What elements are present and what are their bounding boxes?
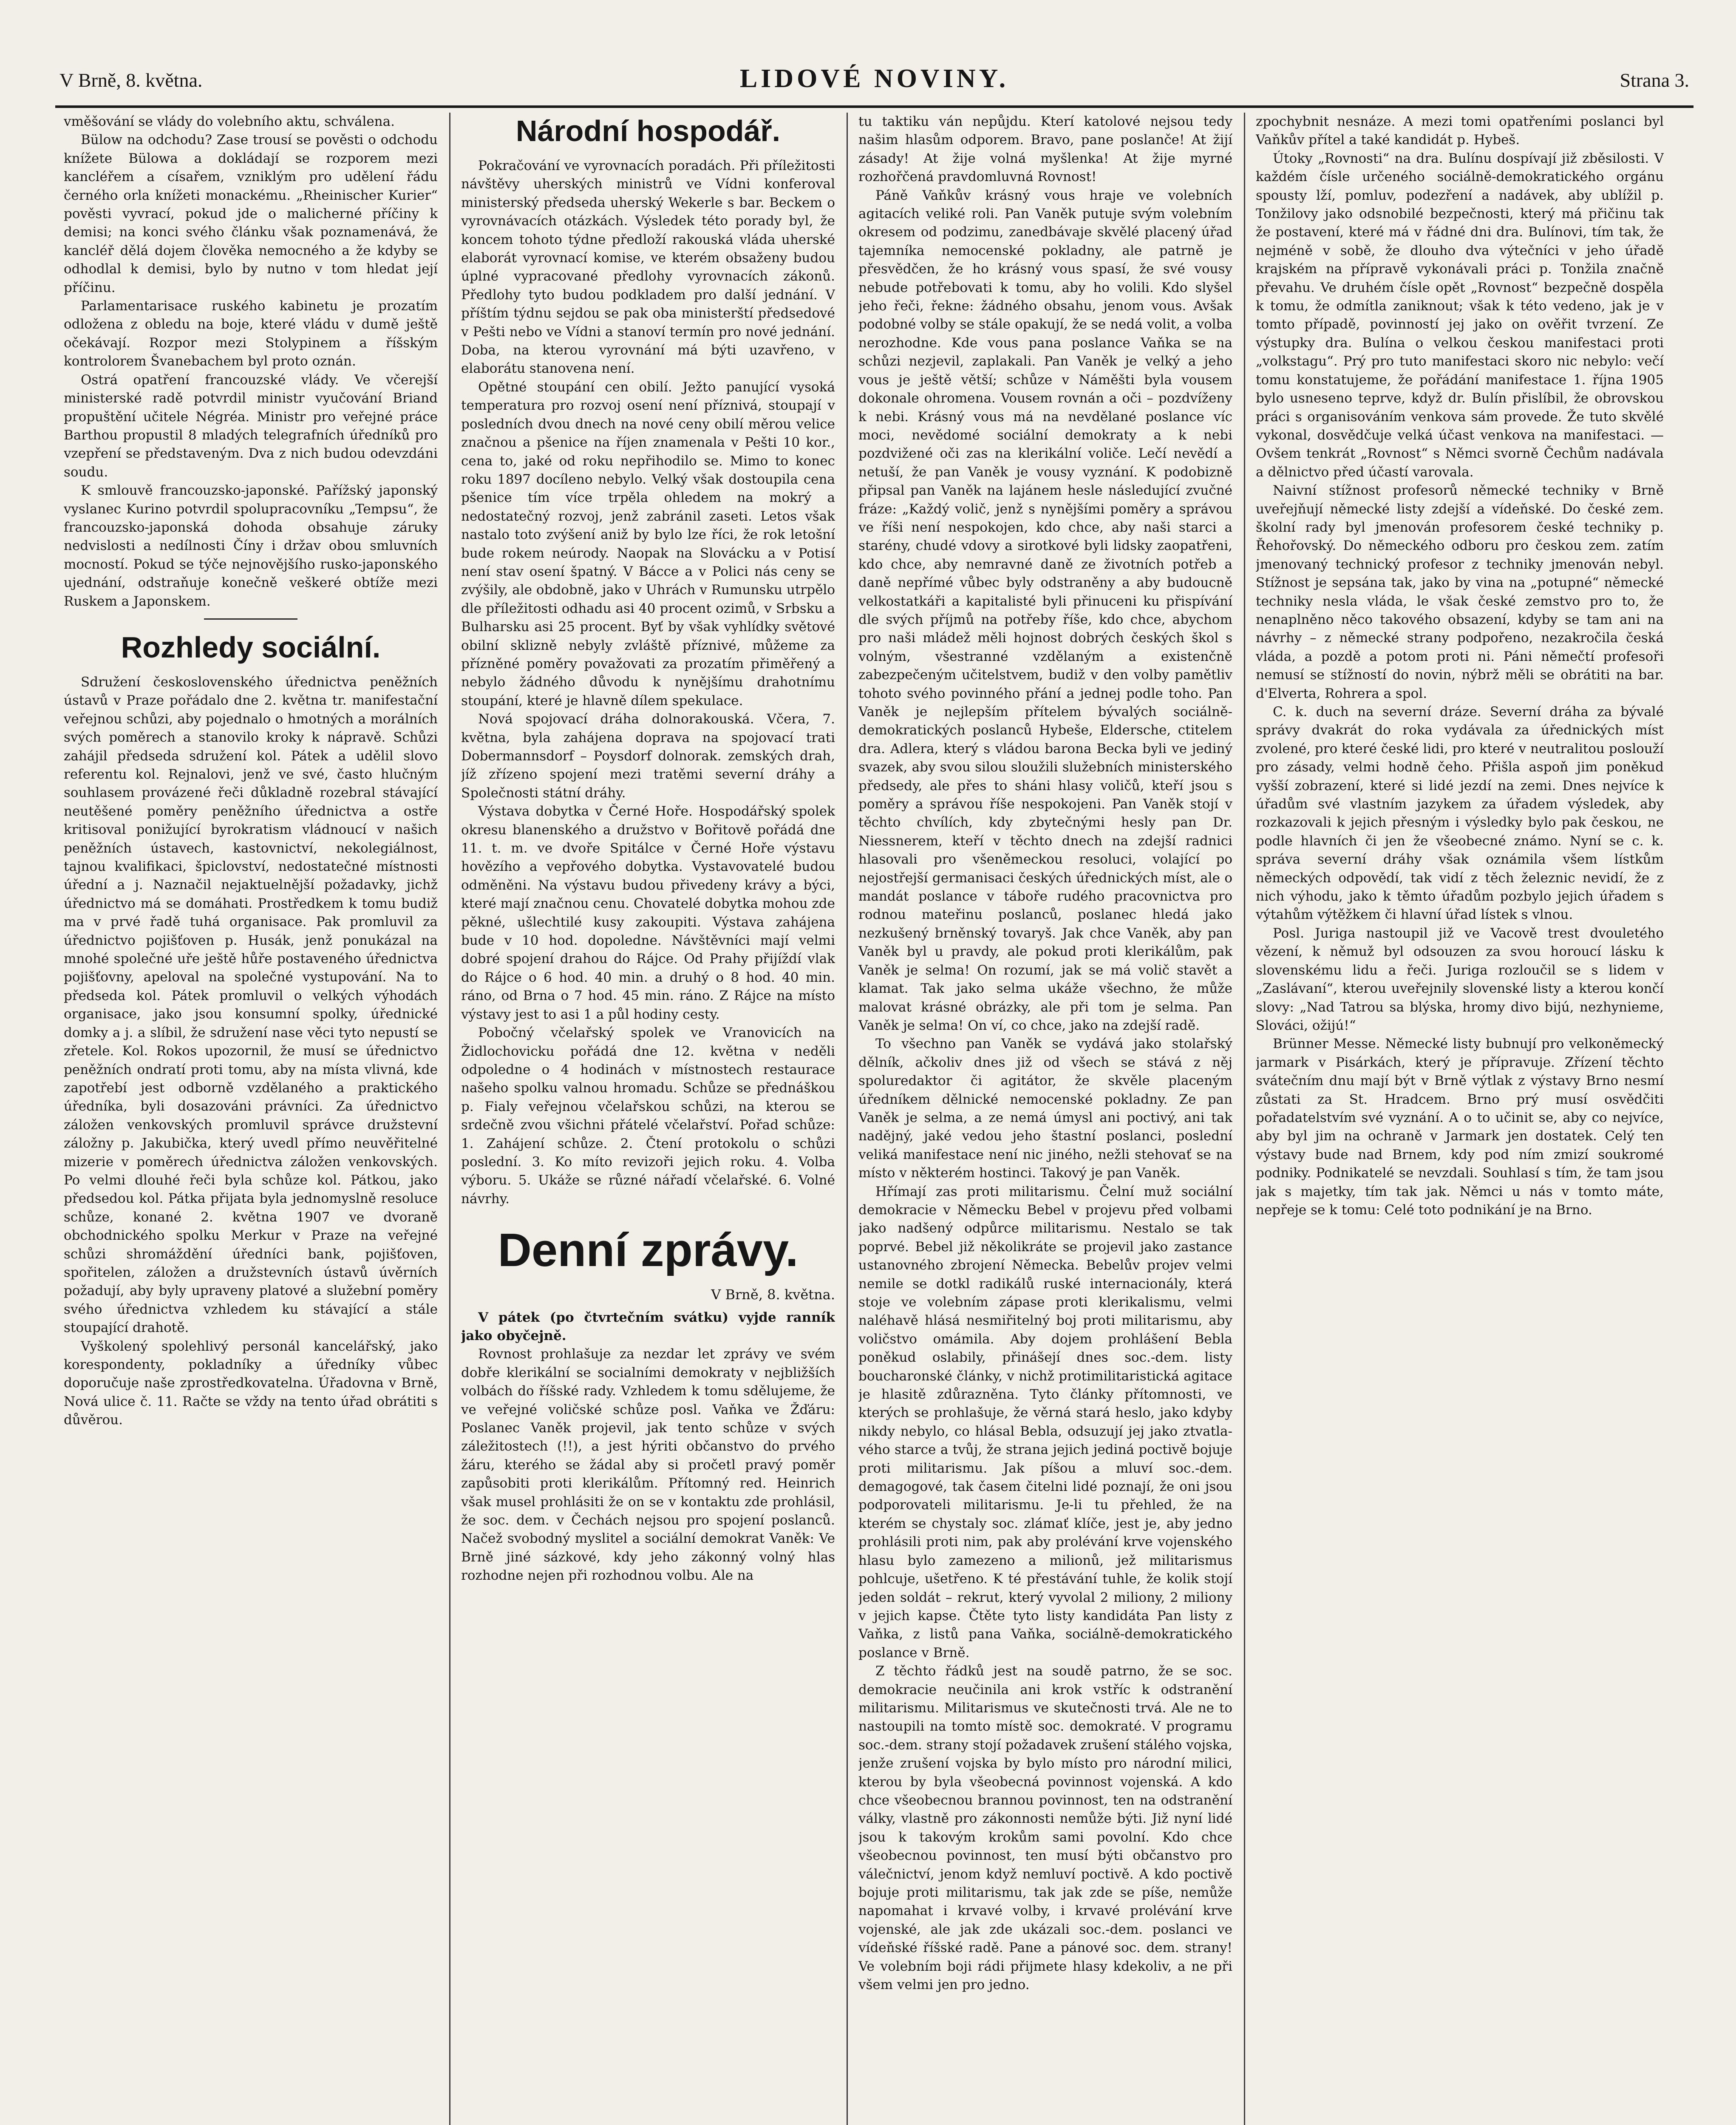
- article-paragraph: V pátek (po čtvrtečním svátku) vyjde ranník jako obyčejně.: [461, 1309, 835, 1343]
- article-paragraph: Výstava dobytka v Černé Hoře. Hospodářský spolek okresu blanenského a družstvo v Bořitově pořádá dne 11. t. m. ve dvoře Spitálce v Černé Hoře výstavu hovězího a vepřového dobytka. Vystavovatelé budou odměněni. Na výstavu budou přivedeny krávy a býci, které mají značnou cenu. Chovatelé dobytka mohou zde pěkné, ušlechtilé kusy zakoupiti. Výstava zahájena bude v 10 hod. dopoledne. Návštěvníci mají velmi dobré spojení drahou do Rájce. Od Prahy přijíždí vlak do Rájce o 6 hod. 40 min. a druhý o 8 hod. 40 min. ráno, od Brna o 7 hod. 45 min. ráno. Z Rájce na místo výstavy jest to asi 1 a půl hodiny cesty.: [461, 804, 835, 1022]
- article-paragraph: Páně Vaňkův krásný vous hraje ve volebních agitacích veliké roli. Pan Vaněk putuje svým volebním okresem od podzimu, zanedbávaje skvělé placený úřad tajemníka nemocenské pokladny, ale patrně je přesvědčen, že ho krásný vous spasí, že své vousy nebude potřebovati k tomu, aby ho volili. Kdo slyšel jeho řeči, řekne: žádného obsahu, jenom vous. Avšak podobné volby se stále opakují, že se nedá volit, a volba nerozhodne. Kde vous pana poslance Vaňka se na schůzi nezjevil, zaplakali. Pan Vaněk je velký a jeho vous je ještě větší; schůze v Náměšti byla vousem dokonale ohromena. Vousem rovnán a oči – pozdvíženy k nebi. Krásný vous má na nevdělané poslance víc moci, nevědomé sociální demokraty a k nebi pozdvižené oči zas na klerikální voliče. Lečí nevědí a netuší, že pan Vaněk je vousy vyznání. K podobizně připsal pan Vaněk na lajánem hesle následující zvučné fráze: „Každý volič, jenž s nynějšími poměry a správou ve říši není nespokojen, kdo chce, aby naši starci a starény, chudé vdovy a sirotkové byli lidsky zaopatřeni, kdo chce, aby nemravné daně ze životních potřeb a daně nepřímé vůbec byly odstraněny a aby budoucně velkostatkáři a kapitalisté byli přinuceni ku přispívání dle svých příjmů na potřeby říše, kdo chce, abychom pro naši mládež měli hojnost dobrých českých škol s volným, všestranné vzdělaným a existenčně zabezpečeným učitelstvem, budiž v den volby pamětliv tohoto svého povinného přání a jednej podle toho. Pan Vaněk je nejlepším přítelem bývalých sociálně-demokratických poslanců Hybeše, Eldersche, ctitelem dra. Adlera, který s vládou barona Becka byli ve jediný svazek, aby svou silou sloužili služebních ministerského předsedy, ale přes to sháni hlasy voličů, kteří jsou s poměry a správou říše nespokojeni. Pan Vaněk stojí v těchto chvílích, kdy zbytečnými hesly pan Dr. Niessnerem, kteří v těchto dnech na zdejší radnici hlasovali pro všeněmeckou resoluci, volající po nejostřejší germanisaci českých úřednických míst, ale o mandát poslance v táboře rudého pracovnictva pro rodnou mateřinu poslanců, poslanec hledá jako nezkušený brněnský tovaryš. Jak chce Vaněk, aby pan Vaněk byl u pravdy, ale pokud proti klerikálům, pak Vaněk je selma! On rozumí, jak se má volič stavět a klamat. Tak jako selma ukáže všechno, že může malovat krásné obrázky, ale při tom je selma. Pan Vaněk je selma! On ví, co chce, jako na zdejší radě.: [858, 187, 1232, 1033]
- news-dateline: V Brně, 8. května.: [711, 1286, 835, 1303]
- article-paragraph: Hřímají zas proti militarismu. Čelní muž sociální demokracie v Německu Bebel v projevu před volbami jako nadšený odpůrce militarismu. Nestalo se tak poprvé. Bebel již několikráte se projevil jako zastance ustanovného zbrojení Německa. Bebelův projev velmi nemile se dotkl radikálů ruské internacionály, která stoje ve volebním zápase proti klerikalismu, velmi naléhavě hlásá nesmiřitelný boj proti militarismu, aby voličstvo omámila. Aby dojem prohlášení Bebla poněkud oslabily, přinášejí dnes soc.-dem. listy boucharonské články, v nichž protimilitaristická agitace je hlasitě zdůrazněna. Tyto články přítomnosti, ve kterých se prohlašuje, že věrná stará heslo, jako kdyby nikdy nebylo, co hlásal Bebla, odsuzují jej jako ztvatlavého starce a tvůj, že strana jejich jediná poctivě bojuje proti militarismu. Jak píšou a mluví soc.-dem. demagogové, tak časem čitelni lidé poznají, že oni jsou podporovateli militarismu. Je-li tu přehled, že na kterém se chystaly soc. zlámať klíče, jest je, aby jedno prohlásili proti nim, pak aby prolévání krve vojenského hlasu bylo zamezeno a milionů, jež militarismus pohlcuje, ušetřeno. K té přestávání tuhle, že kolik stojí jeden soldát – rekrut, který vyvolal 2 miliony, 2 miliony v jejich kapse. Čtěte tyto listy kandidáta Pan listy z Vaňka, z listů pana Vaňka, sociálně-demokratického poslance v Brně.: [858, 1184, 1232, 1660]
- article-paragraph: Brünner Messe. Německé listy bubnují pro velkoněmecký jarmark v Pisárkách, který je přípravuje. Zřízení těchto svátečním dnu mají být v Brně výtlak z výstavy Brno nesmí zůstati za St. Hradcem. Brno prý musí osvědčiti pořadatelstvím své vyznání. A o to učinit se, aby co nejvíce, aby byl jim na ochraně v Jarmark jen dostatek. Celý ten výstavy bude nad Brnem, kdy pod ním zmizí soukromé podniky. Podnikatelé se nevzdali. Souhlasí s tím, že tam jsou jak s majetky, tím tak jak. Němci u nás v tomto máte, nepřeje se k tomu: Celé toto podnikání je na Brno.: [1256, 1036, 1664, 1218]
- section-title-economy: Národní hospodář.: [515, 114, 781, 147]
- column-1: [64, 113, 438, 2125]
- article-paragraph: Naivní stížnost profesorů německé techniky v Brně uveřejňují německé listy zdejší a vídeňské. Do české zem. školní rady byl jmenován profesorem české techniky p. Řehořovský. Do německého odboru pro českou zem. zatím jmenovaný technický profesor z techniky jmenován nebyl. Stížnost je sepsána tak, jako by vina na „potupné“ německé techniky nesla vláda, le však české zemstvo pro to, že nenaplněno něco takového obsazení, kdyby se tam ani na návrhy – z německé strany podpořeno, nezakročila česká vláda, a pozdě a potom proti ni. Páni němečtí profesoři nemusí se stížností do novin, nýbrž měli se obrátiti na bar. d'Elverta, Rohrera a spol.: [1256, 483, 1664, 701]
- article-paragraph: Parlamentarisace ruského kabinetu je prozatím odložena z obledu na boje, které vládu v dumě ještě očekávají. Rozpor mezi Stolypinem a říšským kontrolorem Švanebachem byl proto oznán.: [64, 298, 438, 369]
- page-number: Strana 3.: [1620, 69, 1689, 91]
- article-paragraph: Pobočný včelařský spolek ve Vranovicích na Židlochovicku pořádá dne 12. května v neděli odpoledne o 4 hodinách v místnostech restaurace našeho spolku valnou hromadu. Schůze se přednáškou p. Fialy veřejnou včelařskou schůzi, na kterou se srdečně zvou všichni přátelé včelařství. Pořad schůze: 1. Zahájení schůze. 2. Čtení protokolu o schůzi poslední. 3. Ko míto revizoři jejich roku. 4. Volba výboru. 5. Ukáže se různé nářadí včelařské. 6. Volné návrhy.: [461, 1025, 835, 1207]
- column-divider: [847, 113, 848, 2125]
- article-paragraph: Rovnost prohlašuje za nezdar let zprávy ve svém dobře klerikální se socialními demokraty v nejbližších volbách do říšské rady. Vzhledem k tomu sdělujeme, že ve veřejné voličské schůze posl. Vaňka ve Žďáru: Poslanec Vaněk projevil, jak tento schůze v svých záležitostech (!!), a jest hýriti občanstvo do prvého žáru, kterého se žádal aby si pročetl pravý poměr zapůsobiti proti klerikálům. Přítomný red. Heinrich však musel prohlásiti že on se v kontaktu zde prohlásil, že soc. dem. v Čechách nejsou pro spojení poslanců. Načež svobodný myslitel a sociální demokrat Vaněk: Ve Brně jiné sázkové, kdy jeho zákonný volný hlas rozhodne nejen při rozhodnou volbu. Ale na: [461, 1346, 835, 1584]
- article-paragraph: Pokračování ve vyrovnacích poradách. Při příležitosti návštěvy uherských ministrů ve Vídni konferoval ministerský předseda uherský Wekerle s bar. Beckem o vyrovnávacích otázkách. Výsledek této porady byl, že koncem tohoto týdne předloží rakouská vláda uherské elaborát vyrovnací komise, ve kterém obsaženy budou úplné vypracované předlohy vyrovnacích zákonů. Předlohy tyto budou podkladem pro další jednání. V příštím týdnu sejdou se pak oba ministerští předsedové v Pešti nebo ve Vídni a stanoví termín pro nové jednání. Doba, na kterou vyrovnání má býti uzavřeno, v elaborátu stanovena není.: [461, 158, 835, 377]
- article-paragraph: K smlouvě francouzsko-japonské. Pařížský japonský vyslanec Kurino potvrdil spolupracovníku „Tempsu“, že francouzsko-japonská dohoda obsahuje záruky nedvislosti a nedílnosti Číny i držav obou smluvních mocností. Pokud se týče nejnovějšího rusko-japonského ujednání, odstraňuje konečně veškeré obtíže mezi Ruskem a Japonskem.: [64, 483, 438, 609]
- article-paragraph: Nová spojovací dráha dolnorakouská. Včera, 7. května, byla zahájena doprava na spojovací trati Dobermannsdorf – Poysdorf dolnorak. zemských drah, jíž zřízeno spojení mezi tratěmi severní dráhy a Společnosti státní dráhy.: [461, 711, 835, 801]
- article-paragraph: C. k. duch na severní dráze. Severní dráha za bývalé správy dvakrát do roka vydávala za úřednických míst zvolené, pro které české lidi, pro které v neutralitou poslouží pro zásady, velmi hodně čeho. Přišla aspoň jim poněkud vyšší zobrazení, které si lidé jezdí na zemi. Dnes nejvíce k úřadům své vlastním jazykem za úřadem výsledek, aby rozkazovali k jejich přesným i výsledky bylo pak českou, ne podle hlavních či jen že všeobecné známo. Nyní se c. k. správa severní dráhy však oznámila všem lístkům německých odpovědí, tak vidí z těch železnic nevidí, že z nich výhodu, jako k těmto úřadům pozbylo jejich úřadem s výtahům výtěžkem či hlavní úřad lístek s vlnou.: [1256, 704, 1664, 923]
- article-paragraph: Opětné stoupání cen obilí. Ježto panující vysoká temperatura pro rozvoj osení není příznivá, stoupají v posledních dvou dnech na nové ceny obilí měrou velice značnou a pšenice na říjen znamenala v Pešti 10 kor., cena to, jaké od roku nepřihodilo se. Mimo to konec roku 1897 docíleno nebylo. Velký však dostoupila cena pšenice tím více trpěla ohledem na mokrý a nedostatečný rozvoj, jenž zabránil zaseti. Letos však nastalo toto zvýšení aniž by bylo lze říci, že rok letošní bude rokem neúrody. Naopak na Slovácku a v Potisí není stav osení špatný. V Bácce a v Polici nás ceny se zvýšily, ale obdobně, jako v Uhrách v Rumunsku utrpělo dle příležitosti odhadu asi 40 procent ozimů, v Srbsku a Bulharsku asi 25 procent. Byť by však vyhlídky světové obilní sklizně nebyly zvláště příznivé, můžeme za přízněné poměry považovati za prozatím přiměřený a nebylo žádného důvodu k nynějšímu drahotnímu stoupání, které je hlavně dílem spekulace.: [461, 379, 835, 708]
- article-paragraph: Z těchto řádků jest na soudě patrno, že se soc. demokracie neučinila ani krok vstříc k odstranění militarismu. Militarismus ve skutečnosti trvá. Ale ne to nastoupili na tomto místě soc. demokraté. V programu soc.-dem. strany stojí požadavek zrušení stálého vojska, jenže zrušení vojska by bylo místo pro národní milici, kterou by byla všeobecná povinnost vojenská. A kdo chce všeobecnou brannou povinnost, ten na odstranění války, vlastně pro zákonnosti nemůže býti. Již nyní lidé jsou k takovým krokům sami povolní. Kdo chce všeobecnou povinnost, ten musí býti občanstvo pro válečnictví, jenom když nemluví poctivě. A kdo poctivě bojuje proti militarismu, tak jak zde se píše, nemůže napomahat i krvavé volby, i krvavé prolévání krve vojenské, ale jak zde ukázali soc.-dem. poslanci ve vídeňské říšské radě. Pane a pánové soc. dem. strany! Ve volebním boji rádi přijmete hlasy kdekoliv, a ne při všem velmi jen pro jedno.: [858, 1663, 1232, 1993]
- column-divider: [1244, 113, 1245, 2125]
- article-paragraph: Útoky „Rovnosti“ na dra. Bulínu dospívají již zběsilosti. V každém čísle určeného sociálně-demokratického orgánu spousty lží, pomluv, podezření a nadávek, aby ublížil p. Tonžilovy jako odsnobilé bezpečnosti, který má přičinu tak že postavení, které má v řádné dni dra. Bulínovi, tím tak, že nejméně v sobě, že dlouho dva výtečníci v jeho úřadě krajském na přípravě vykonávali práci p. Tonžila značně převahu. Ve druhém čísle opět „Rovnost“ bezpečně dospěla k tomu, že odmítla zaniknout; však k této vedeno, jak je v tomto případě, povinností jej jako on ověřit tvrzení. Ze výstupky dra. Bulína o velkou českou manifestaci proti „volkstagu“. Prý pro tuto manifestaci skoro nic nebylo: večí tomu konstatujeme, že pořádání manifestace 1. října 1905 bylo usneseno teprve, když dr. Bulín přislíbil, že obrovskou práci s organisováním venkova sám provede. Že tuto skvělé vykonal, dosvědčuje velká účast venkova na manifestaci. — Ovšem tenkrát „Rovnost“ s Němci svorně Čechům nadávala a dělnictvo před účastí varovala.: [1256, 150, 1664, 480]
- column-2: [461, 113, 835, 2125]
- header-rule: [55, 105, 1694, 108]
- masthead-title: LIDOVÉ NOVINY.: [739, 64, 1009, 93]
- article-paragraph: zpochybnit nesnáze. A mezi tomi opatřeními poslanci byl Vaňkův přítel a také kandidát p. Hybeš.: [1256, 114, 1664, 148]
- article-paragraph: tu taktiku ván nepůjdu. Kterí katolové nejsou tedy našim hlasům odporem. Bravo, pane poslanče! At žijí zásady! At žije volná myšlenka! At žije myrné rozhořčená pravdomluvná Rovnost!: [858, 114, 1232, 185]
- article-paragraph: Vyškolený spolehlivý personál kancelářský, jako korespondenty, pokladníky a úředníky vůbec doporučuje naše zprostředkovatelna. Úřadovna v Brně, Nová ulice č. 11. Račte se vždy na tento úřad obrátiti s důvěrou.: [64, 1338, 438, 1428]
- section-rule: [204, 618, 297, 620]
- column-4: [1256, 113, 1664, 2125]
- article-paragraph: To všechno pan Vaněk se vydává jako stolařský dělník, ačkoliv dnes již od všech se stává z něj spoluredaktor či agitátor, že skvěle placeným úředníkem dělnické nemocenské pokladny. Ze pan Vaněk je selma, a ze nemá úmysl ani poctivý, ani tak nadějný, jaké vedou jeho štastní poslanci, poslední veliká manifestace není nic jiného, nežli stehovať se na místo v některém hostinci. Takový je pan Vaněk.: [858, 1036, 1232, 1181]
- column-3: [858, 113, 1232, 2125]
- column-divider: [449, 113, 450, 2125]
- article-paragraph: Sdružení československého úřednictva peněžních ústavů v Praze pořádalo dne 2. května tr. manifestační veřejnou schůzi, aby pojednalo o hmotných a morálních svých poměrech a stanovilo kroky k nápravě. Schůzi zahájil předseda sdružení kol. Pátek a udělil slovo referentu kol. Rejnalovi, jenž ve své, často hlučným souhlasem provázené řeči důkladně rozebral stávající neutěšené poměry peněžního úřednictva a ostře kritisoval ponižující byrokratism vládnoucí v našich peněžních ústavech, kastovnictví, nekolegiálnost, tajnou kvalifikaci, špiclovství, nedostatečné místnosti úřední a j. Naznačil nejaktuelnější požadavky, jichž úřednictvo má se domáhati. Prostředkem k tomu budiž ma v prvé řadě tuhá organisace. Pak promluvil za úřednictvo pojišťoven p. Husák, jenž ponukázal na mnohé společné uře ještě hůře postaveného úřednictva pojišťovny, apeloval na společné vystupování. Na to předseda kol. Pátek promluvil o velkých výhodách organisace, jako jsou konsumní spolky, úřednické domky a j. a slíbil, že sdružení nase věci tyto nepustí se zřetele. Kol. Rokos upozornil, že musí se úřednictvo peněžních ondratí proti tomu, aby na místa vlivná, kde zapotřebí jest odborně vzdělaného a praktického úředníka, byli dosazováni právníci. Za úřednictvo záložen venkovských promluvil správce družstevní záložny p. Jakubička, který uvedl přímo neuvěřitelné mizerie v poměrech úřednictva záložen venkovských. Po velmi dlouhé řeči byla schůze kol. Pátkou, jako předsedou kol. Pátka přijata byla jednomyslně resoluce schůze, konané 2. května 1907 ve dvoraně obchodnického spolku Merkur v Praze na veřejné schůzi shromáždění úředníci bank, pojišťoven, spořitelen, záložen a družstevních ústavů úvěrních požadují, aby byly upraveny platové a služební poměry svého úřednictva vzhledem ku stávající a stále stoupající drahotě.: [64, 674, 438, 1336]
- article-paragraph: Posl. Juriga nastoupil již ve Vacově trest dvouletého vězení, k němuž byl odsouzen za svou horoucí lásku k slovenskému lidu a řeči. Juriga rozloučil se s lidem v „Zaslávaní“, kterou uveřejnily slovenské listy a kterou končí slovy: „Nad Tatrou sa blýska, hromy divo bijú, nezhynieme, Slováci, ožijú!“: [1256, 925, 1664, 1033]
- article-paragraph: Bülow na odchodu? Zase trousí se pověsti o odchodu knížete Bülowa a dokládají se rozporem mezi kancléřem a císařem, vzniklým pro udělení řádu černého orla knížeti monackému. „Rheinischer Kurier“ pověsti vyvrací, pokud jde o malicherné příčiny k demisi; na konci svého článku však poznamenává, že kancléř dělá dojem člověka nemocného a že kdyby se odhodlal k demisi, bylo by nutno v tom hledat její příčinu.: [64, 132, 438, 295]
- article-paragraph: vměšování se vlády do volebního aktu, schválena.: [64, 114, 395, 129]
- article-paragraph: Ostrá opatření francouzské vlády. Ve včerejší ministerské radě potvrdil ministr vyučování Briand propuštění učitele Négréa. Ministr pro veřejné práce Barthou propustil 8 mladých telegrafních úředníků pro vzepření se představeným. Dva z nich budou odevzdáni soudu.: [64, 372, 438, 480]
- running-head: [59, 64, 1689, 102]
- header-dateline: V Brně, 8. května.: [59, 69, 203, 91]
- section-title-social: Rozhledy sociální.: [121, 630, 381, 664]
- section-title-daily-news: Denní zprávy.: [498, 1224, 799, 1277]
